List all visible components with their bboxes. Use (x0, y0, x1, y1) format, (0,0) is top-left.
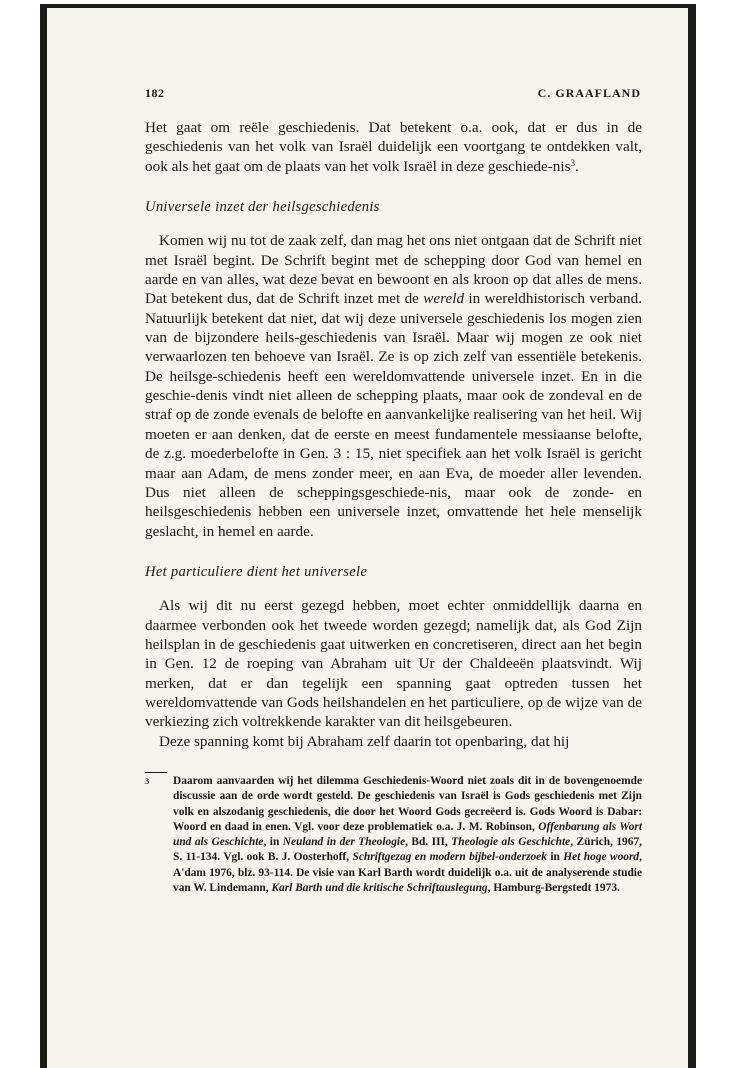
body-paragraph (145, 118, 642, 176)
text-run: Komen wij nu tot de zaak zelf, dan mag het ons niet ontgaan dat de Schrift niet met Israël begint. De Schrift begint met de schepping door God van hemel en aarde en van alles, wat deze bevat en bewoont en als kroon op dat alles de mens. Dat betekent dus, dat de Schrift inzet met de (145, 232, 642, 308)
page-number: 182 (145, 86, 165, 100)
italic-text: Schriftgezag en modern bijbel-onderzoek (352, 851, 547, 864)
body-paragraph (145, 732, 642, 751)
text-run: . (575, 157, 579, 175)
body-paragraph (145, 231, 642, 541)
body-paragraph (145, 596, 642, 731)
text-run: in (546, 851, 564, 864)
running-head-author: C. GRAAFLAND (537, 86, 641, 100)
footnote-rule (145, 772, 167, 773)
text-run: Deze spanning komt bij Abraham zelf daarin tot openbaring, dat hij (159, 732, 570, 750)
text-run: , A'dam 1976, blz. 93-114. De visie van Karl Barth wordt duidelijk o.a. uit de analyserende studie van W. Lindemann, (173, 851, 642, 895)
section-heading: Het particuliere dient het universele (145, 563, 368, 580)
italic-text: Het hoge woord (563, 851, 640, 864)
footnote-text (173, 774, 642, 896)
text-run: in wereldhistorisch verband. Natuurlijk betekent dat niet, dat wij deze universele geschiedenis los mogen zien van de bijzondere heils-geschiedenis van Israël. Maar wij mogen ze ook niet verwaarlozen ten behoeve van Israël. Ze is op zich zelf van essentiële betekenis. De heilsge-schiedenis heeft een wereldomvattende universele inzet. En in die geschie-denis vindt niet alleen de schepping plaats, maar ook de zondeval en de straf op de zonde evenals de belofte en aanvankelijke realisering van het heil. Wij moeten er aan denken, dat de eerste en meest fundamentele messiaanse belofte, de z.g. moederbelofte in Gen. 3 : 15, niet specifiek aan het volk Israël is gericht maar aan Adam, de mens zonder meer, en aan Eva, de moeder aller levenden. Dus niet alleen de scheppingsgeschiede-nis, maar ook de zonde- en heilsgeschiedenis hebben een universele inzet, omvattende het hele menselijk geslacht, in hemel en aarde. (145, 290, 642, 540)
footnote-number: 3 (145, 776, 150, 786)
italic-text: Karl Barth und die kritische Schriftauslegung (271, 882, 488, 895)
section-heading: Universele inzet der heilsgeschiedenis (145, 199, 380, 216)
text-run: , in (263, 836, 283, 849)
footnote (145, 774, 642, 896)
footnote-ref: 3 (570, 157, 576, 168)
text-run: Het gaat om reële geschiedenis. Dat betekent o.a. ook, dat er dus in de geschiedenis van het volk van Israël duidelijk een voortgang te ontdekken valt, ook als het gaat om de plaats van het volk Israël in deze geschiede-nis (145, 119, 642, 175)
italic-text: Offenbarung als Wort und als Geschichte (173, 820, 642, 849)
italic-text: wereld (423, 290, 465, 308)
text-run: Als wij dit nu eerst gezegd hebben, moet echter onmiddellijk daarna en daarmee verbonden ook het tweede worden gezegd; namelijk dat, als God Zijn heilsplan in de geschiedenis gaat uitwerken en concretiseren, direct aan het begin in Gen. 12 de roeping van Abraham uit Ur der Chaldeeën plaatsvindt. Wij merken, dat er dan tegelijk een spanning gaat optreden tussen het wereldomvattende van Gods heilshandelen en het particuliere, op de wijze van de verkiezing zich voltrekkende karakter van dit heilsgebeuren. (145, 597, 642, 731)
text-run: , Zürich, 1967, S. 11-134. Vgl. ook B. J. Oosterhoff, (173, 836, 642, 864)
text-run: Daarom aanvaarden wij het dilemma Geschiedenis-Woord niet zoals dit in de bovengenoemde discussie aan de orde wordt gesteld. De geschiedenis van Israël is Gods geschiedenis met Zijn volk en alszodanig geschiedenis, die door het Woord Gods gecreëerd is. Gods Woord is Dabar: Woord en daad in enen. Vgl. voor deze problematiek o.a. J. M. Robinson, (173, 775, 642, 833)
text-run: , Hamburg-Bergstedt 1973. (487, 882, 620, 895)
text-run: , Bd. III, (405, 836, 452, 849)
article-body (145, 118, 642, 751)
italic-text: Theologie als Geschichte (451, 836, 571, 849)
italic-text: Neuland in der Theologie (282, 836, 406, 849)
